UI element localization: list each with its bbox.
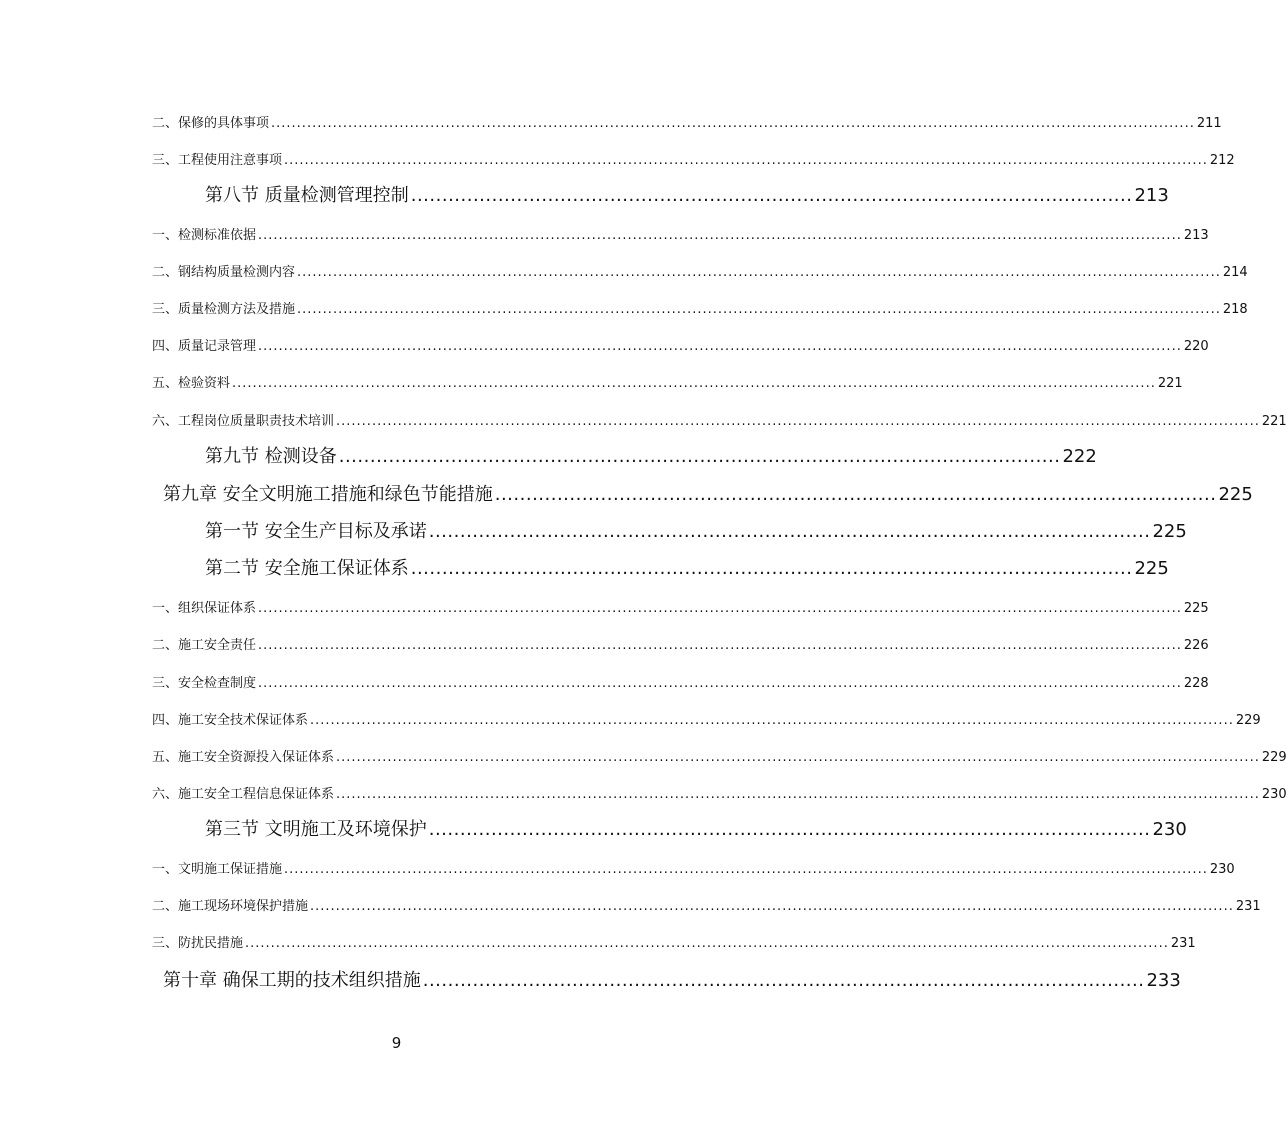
toc-entry-page: 213 — [1183, 228, 1209, 243]
toc-leader-dots: .................................................................................................................................................................................... — [336, 787, 1260, 802]
toc-entry-title: 第十章 确保工期的技术组织措施 — [163, 970, 421, 991]
toc-entry-title: 一、检测标准依据 — [152, 228, 257, 243]
toc-entry-chapter[interactable] — [163, 480, 1253, 506]
toc-leader-dots: .................................................................................................................................................................................... — [258, 228, 1182, 243]
toc-entry-page: 231 — [1170, 936, 1196, 951]
toc-entry-page: 214 — [1222, 265, 1248, 280]
toc-leader-dots: .................................................................................................................... — [428, 521, 1151, 542]
toc-leader-dots: .................................................................................................................... — [338, 446, 1061, 467]
toc-entry-section[interactable] — [205, 442, 1097, 468]
toc-entry-title: 第九章 安全文明施工措施和绿色节能措施 — [163, 484, 493, 505]
toc-entry[interactable] — [152, 224, 1209, 243]
toc-entry-page: 230 — [1152, 819, 1187, 840]
toc-entry-title: 四、施工安全技术保证体系 — [152, 713, 309, 728]
toc-entry-title: 二、施工现场环境保护措施 — [152, 899, 309, 914]
toc-leader-dots: .................................................................................................................................................................................... — [271, 116, 1195, 131]
toc-entry-title: 二、施工安全责任 — [152, 638, 257, 653]
toc-entry-page: 225 — [1218, 484, 1253, 505]
toc-entry-title: 第一节 安全生产目标及承诺 — [205, 521, 427, 542]
toc-entry-page: 233 — [1146, 970, 1181, 991]
toc-entry[interactable] — [152, 410, 1287, 429]
toc-entry-page: 221 — [1261, 414, 1287, 429]
toc-leader-dots: .................................................................................................................................................................................... — [284, 862, 1208, 877]
toc-entry-title: 四、质量记录管理 — [152, 339, 257, 354]
toc-leader-dots: .................................................................................................................................................................................... — [310, 899, 1234, 914]
toc-entry[interactable] — [152, 372, 1183, 391]
page-number: 9 — [391, 1034, 402, 1052]
toc-entry[interactable] — [152, 112, 1222, 131]
toc-entry-title: 五、检验资料 — [152, 376, 231, 391]
toc-entry-page: 225 — [1183, 601, 1209, 616]
toc-leader-dots: .................................................................................................................................................................................... — [336, 414, 1260, 429]
toc-entry-title: 三、安全检查制度 — [152, 676, 257, 691]
toc-leader-dots: .................................................................................................................... — [410, 185, 1133, 206]
toc-entry-title: 第八节 质量检测管理控制 — [205, 185, 409, 206]
toc-entry-section[interactable] — [205, 554, 1169, 580]
toc-entry-title: 一、文明施工保证措施 — [152, 862, 283, 877]
toc-entry[interactable] — [152, 298, 1248, 317]
toc-entry[interactable] — [152, 634, 1209, 653]
toc-entry-page: 230 — [1209, 862, 1235, 877]
toc-leader-dots: .................................................................................................................................................................................... — [232, 376, 1156, 391]
toc-entry-title: 第三节 文明施工及环境保护 — [205, 819, 427, 840]
toc-entry-title: 三、工程使用注意事项 — [152, 153, 283, 168]
toc-leader-dots: .................................................................................................................... — [428, 819, 1151, 840]
toc-leader-dots: .................................................................................................................... — [494, 484, 1217, 505]
toc-entry[interactable] — [152, 149, 1235, 168]
toc-entry-title: 第九节 检测设备 — [205, 446, 337, 467]
toc-entry-page: 212 — [1209, 153, 1235, 168]
toc-entry-page: 218 — [1222, 302, 1248, 317]
toc-entry[interactable] — [152, 261, 1248, 280]
toc-entry-page: 220 — [1183, 339, 1209, 354]
toc-entry-section[interactable] — [205, 815, 1187, 841]
toc-entry[interactable] — [152, 335, 1209, 354]
toc-leader-dots: .................................................................................................................................................................................... — [297, 265, 1221, 280]
toc-entry-page: 229 — [1235, 713, 1261, 728]
toc-entry-title: 五、施工安全资源投入保证体系 — [152, 750, 335, 765]
toc-leader-dots: .................................................................................................................... — [422, 970, 1145, 991]
toc-entry-page: 222 — [1062, 446, 1097, 467]
toc-entry-title: 第二节 安全施工保证体系 — [205, 558, 409, 579]
toc-entry-page: 230 — [1261, 787, 1287, 802]
toc-leader-dots: .................................................................................................................................................................................... — [258, 601, 1182, 616]
toc-entry-page: 221 — [1157, 376, 1183, 391]
toc-entry-title: 三、质量检测方法及措施 — [152, 302, 296, 317]
toc-entry-title: 三、防扰民措施 — [152, 936, 244, 951]
toc-entry[interactable] — [152, 783, 1287, 802]
toc-leader-dots: .................................................................................................................................................................................... — [297, 302, 1221, 317]
toc-leader-dots: .................................................................................................................................................................................... — [258, 676, 1182, 691]
toc-entry-page: 229 — [1261, 750, 1287, 765]
toc-entry[interactable] — [152, 858, 1235, 877]
toc-entry-chapter[interactable] — [163, 966, 1181, 992]
toc-leader-dots: .................................................................................................................................................................................... — [336, 750, 1260, 765]
toc-leader-dots: .................................................................................................................... — [410, 558, 1133, 579]
toc-entry-section[interactable] — [205, 181, 1169, 207]
toc-leader-dots: .................................................................................................................................................................................... — [258, 339, 1182, 354]
toc-entry-title: 一、组织保证体系 — [152, 601, 257, 616]
toc-entry-page: 225 — [1152, 521, 1187, 542]
toc-leader-dots: .................................................................................................................................................................................... — [258, 638, 1182, 653]
toc-entry-title: 二、钢结构质量检测内容 — [152, 265, 296, 280]
toc-entry-page: 213 — [1134, 185, 1169, 206]
toc-entry-page: 228 — [1183, 676, 1209, 691]
toc-leader-dots: .................................................................................................................................................................................... — [310, 713, 1234, 728]
toc-entry-page: 226 — [1183, 638, 1209, 653]
toc-leader-dots: .................................................................................................................................................................................... — [245, 936, 1169, 951]
toc-entry-title: 二、保修的具体事项 — [152, 116, 270, 131]
toc-entry[interactable] — [152, 597, 1209, 616]
toc-entry[interactable] — [152, 895, 1261, 914]
toc-entry-page: 211 — [1196, 116, 1222, 131]
toc-leader-dots: .................................................................................................................................................................................... — [284, 153, 1208, 168]
toc-entry-section[interactable] — [205, 517, 1187, 543]
toc-entry-page: 231 — [1235, 899, 1261, 914]
toc-entry[interactable] — [152, 746, 1287, 765]
toc-entry[interactable] — [152, 709, 1261, 728]
toc-entry[interactable] — [152, 932, 1196, 951]
toc-entry-title: 六、工程岗位质量职责技术培训 — [152, 414, 335, 429]
toc-entry-title: 六、施工安全工程信息保证体系 — [152, 787, 335, 802]
toc-entry[interactable] — [152, 672, 1209, 691]
toc-entry-page: 225 — [1134, 558, 1169, 579]
